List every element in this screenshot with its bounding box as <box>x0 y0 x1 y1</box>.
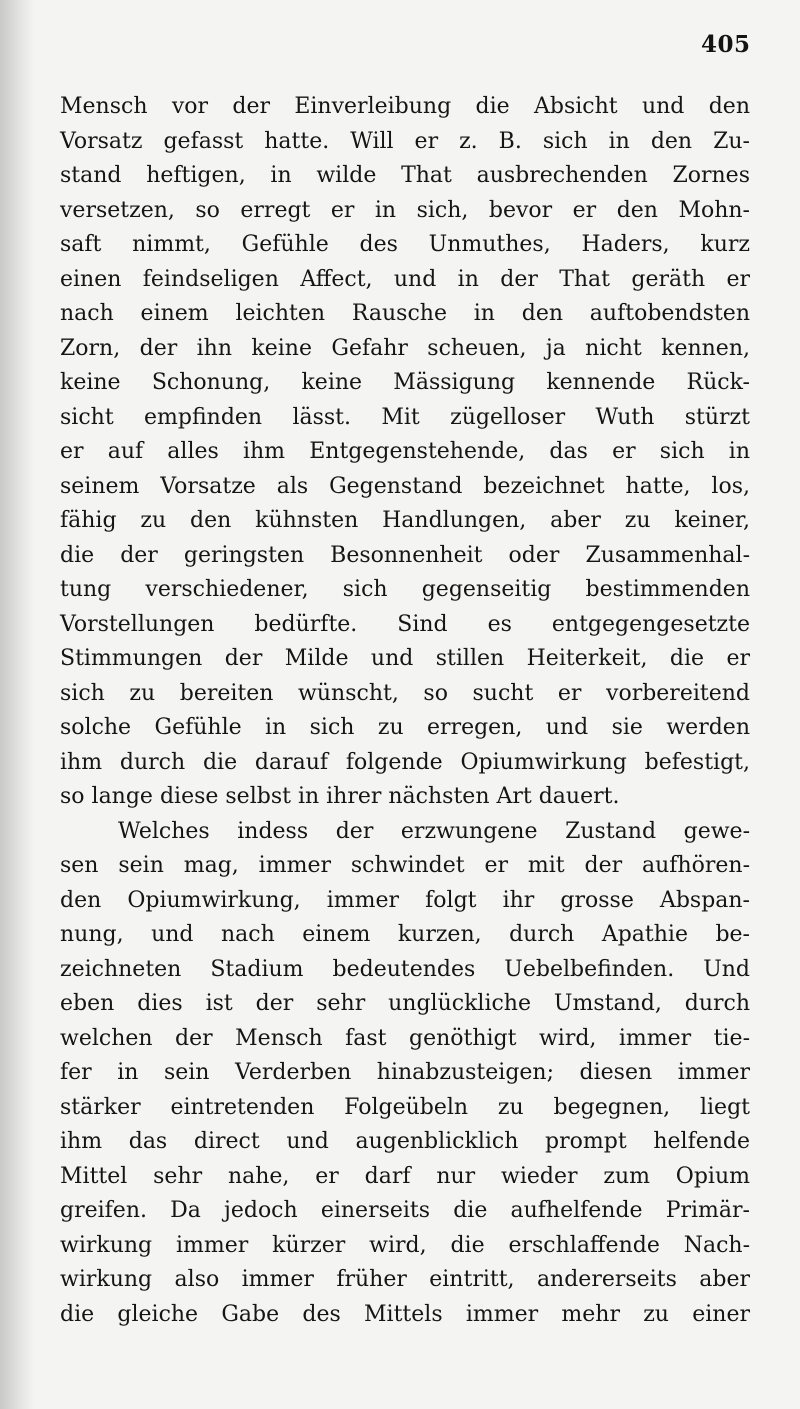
text-line: sich zu bereiten wünscht, so sucht er vorbereitend <box>60 680 750 706</box>
text-line: die gleiche Gabe des Mittels immer mehr zu einer <box>60 1301 750 1327</box>
text-line: wirkung immer kürzer wird, die erschlaffende Nach- <box>60 1232 750 1258</box>
paragraph-start-line: Welches indess der erzwungene Zustand gewe- <box>118 818 750 844</box>
text-line: keine Schonung, keine Mässigung kennende Rück- <box>60 370 750 395</box>
text-line: er auf alles ihm Entgegenstehende, das er sich in <box>60 439 750 464</box>
text-line: sen sein mag, immer schwindet er mit der aufhören- <box>60 853 750 878</box>
text-line: versetzen, so erregt er in sich, bevor er den Mohn- <box>60 197 750 223</box>
text-line: Vorstellungen bedürfte. Sind es entgegengesetzte <box>60 611 750 637</box>
text-line: Mensch vor der Einverleibung die Absicht und den <box>60 94 750 119</box>
text-line: seinem Vorsatze als Gegenstand bezeichnet hatte, los, <box>60 473 750 499</box>
text-line: fähig zu den kühnsten Handlungen, aber zu keiner, <box>60 508 750 533</box>
page-gutter-shadow <box>0 0 34 1409</box>
text-line: eben dies ist der sehr unglückliche Umstand, durch <box>60 991 750 1016</box>
text-line: Mittel sehr nahe, er darf nur wieder zum Opium <box>60 1163 750 1189</box>
text-line: nach einem leichten Rausche in den auftobendsten <box>60 301 750 326</box>
text-line: den Opiumwirkung, immer folgt ihr grosse Abspan- <box>60 887 750 913</box>
text-line: Zorn, der ihn keine Gefahr scheuen, ja nicht kennen, <box>60 335 750 361</box>
page-number: 405 <box>701 31 751 58</box>
text-line: fer in sein Verderben hinabzusteigen; diesen immer <box>60 1060 750 1085</box>
text-line: Vorsatz gefasst hatte. Will er z. B. sich in den Zu- <box>60 128 750 154</box>
text-line: wirkung also immer früher eintritt, andererseits aber <box>60 1267 750 1292</box>
text-line: tung verschiedener, sich gegenseitig bestimmenden <box>60 577 750 602</box>
text-line: nung, und nach einem kurzen, durch Apathie be- <box>60 922 750 947</box>
text-line: die der geringsten Besonnenheit oder Zusammenhal- <box>60 542 750 568</box>
body-text <box>60 90 750 1332</box>
text-line: greifen. Da jedoch einerseits die aufhelfende Primär- <box>60 1198 750 1223</box>
text-line: saft nimmt, Gefühle des Unmuthes, Haders, kurz <box>60 232 750 257</box>
text-line: stärker eintretenden Folgeübeln zu begegnen, liegt <box>60 1094 750 1120</box>
text-line: Stimmungen der Milde und stillen Heiterkeit, die er <box>60 646 750 671</box>
text-line: einen feindseligen Affect, und in der That geräth er <box>60 266 750 292</box>
text-line: ihm das direct und augenblicklich prompt helfende <box>60 1129 750 1154</box>
text-line: sicht empfinden lässt. Mit zügelloser Wuth stürzt <box>60 404 750 430</box>
text-line: welchen der Mensch fast genöthigt wird, immer tie- <box>60 1025 750 1051</box>
text-line: zeichneten Stadium bedeutendes Uebelbefinden. Und <box>60 956 750 982</box>
text-line: solche Gefühle in sich zu erregen, und sie werden <box>60 715 750 740</box>
text-line: ihm durch die darauf folgende Opiumwirkung befestigt, <box>60 749 750 775</box>
paragraph-end-line: so lange diese selbst in ihrer nächsten Art dauert. <box>60 784 620 809</box>
text-line: stand heftigen, in wilde That ausbrechenden Zornes <box>60 163 750 188</box>
